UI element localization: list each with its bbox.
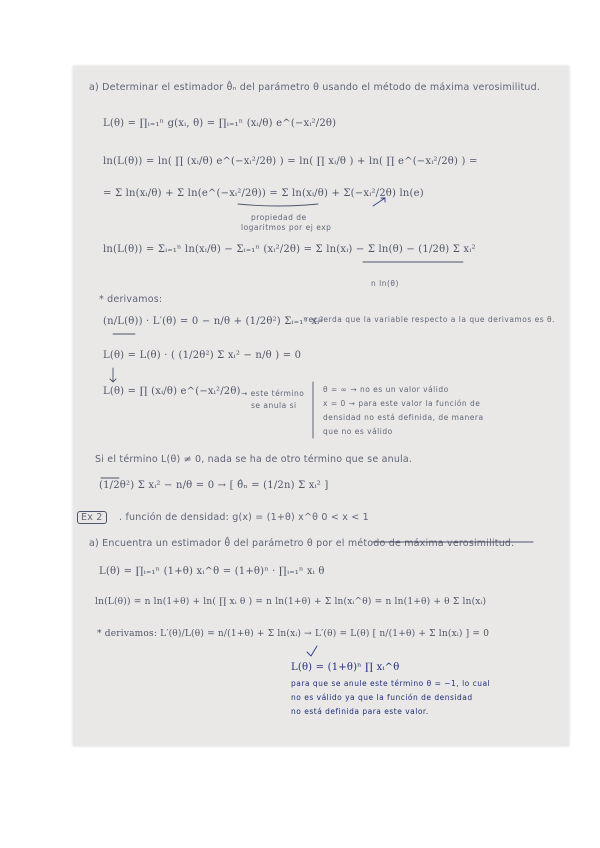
blue-arrow-2 (307, 646, 317, 656)
derivative-heading: * derivamos: (99, 294, 163, 305)
conclusion-line-2: no es válido ya que la función de densidad (291, 693, 473, 702)
conclusion-line-1: para que se anule este término θ = −1, lo cual (291, 679, 491, 688)
nonzero-term-statement: Si el término L(θ) ≠ 0, nada se ha de otro término que se anula. (95, 454, 413, 465)
case-x-zero-cont: densidad no está definida, de manera (323, 413, 484, 422)
derivative-reminder-note: recuerda que la variable respecto a la que derivamos es θ. (305, 315, 555, 324)
ink-strokes (73, 66, 569, 746)
exercise-2-statement: a) Encuentra un estimador θ̂ del parámetro θ por el método de máxima verosimilitud. (89, 538, 515, 549)
estimator-result-1: (1/2θ²) Σ xᵢ² − n/θ = 0 → [ θ̂ₙ = (1/2n) Σ xᵢ² ] (99, 480, 329, 491)
log-property-underline (238, 204, 318, 206)
n-ln-theta-note: n ln(θ) (371, 279, 399, 288)
derivative-2: * derivamos: L′(θ)/L(θ) = n/(1+θ) + Σ ln(xᵢ) → L′(θ) = L(θ) [ n/(1+θ) + Σ ln(xᵢ) ] = 0 (97, 629, 490, 639)
density-function-line: . función de densidad: g(x) = (1+θ) x^θ 0 < x < 1 (119, 512, 369, 523)
case-theta-infinite: θ = ∞ → no es un valor válido (323, 385, 449, 394)
derivative-equation: (n/L(θ)) · L′(θ) = 0 − n/θ + (1/2θ²) Σᵢ₌₁ⁿ xᵢ² (103, 316, 324, 327)
case-x-zero: x = 0 → para este valor la función de (323, 399, 481, 408)
blue-arrow-stroke (373, 198, 385, 206)
log-likelihood-2: ln(L(θ)) = n ln(1+θ) + ln( ∏ xᵢ θ ) = n ln(1+θ) + Σ ln(xᵢ^θ) = n ln(1+θ) + θ Σ ln(xᵢ) (95, 597, 487, 607)
log-property-note-1: propiedad de (251, 213, 307, 222)
term-annulled-note-2: se anula si (251, 401, 297, 410)
case-x-zero-cont-2: que no es válido (323, 427, 393, 436)
conclusion-line-3: no está definida para este valor. (291, 707, 429, 716)
exercise-2-badge: Ex 2 (77, 511, 107, 524)
likelihood-2: L(θ) = ∏ᵢ₌₁ⁿ (1+θ) xᵢ^θ = (1+θ)ⁿ · ∏ᵢ₌₁ⁿ xᵢ θ (99, 566, 325, 577)
log-property-note-2: logaritmos por ej exp (241, 223, 332, 232)
log-likelihood-expansion: ln(L(θ)) = ln( ∏ (xᵢ/θ) e^(−xᵢ²/2θ) ) = ln( ∏ xᵢ/θ ) + ln( ∏ e^(−xᵢ²/2θ) ) = (103, 156, 478, 167)
derivative-factored: L(θ) = L(θ) · ( (1/2θ²) Σ xᵢ² − n/θ ) = 0 (103, 350, 302, 361)
log-likelihood-simplified: ln(L(θ)) = Σᵢ₌₁ⁿ ln(xᵢ/θ) − Σᵢ₌₁ⁿ (xᵢ²/2θ) = Σ ln(xᵢ) − Σ ln(θ) − (1/2θ) Σ xᵢ² (103, 244, 476, 255)
likelihood-definition: L(θ) = ∏ᵢ₌₁ⁿ g(xᵢ, θ) = ∏ᵢ₌₁ⁿ (xᵢ/θ) e^(−xᵢ²/2θ) (103, 118, 337, 129)
term-annulled-note-1: → este término (241, 389, 305, 398)
exercise-1-statement-line-1: a) Determinar el estimador θ̂ₙ del parámetro θ usando el método de máxima verosimilitud. (89, 82, 541, 93)
log-properties-step: = Σ ln(xᵢ/θ) + Σ ln(e^(−xᵢ²/2θ)) = Σ ln(xᵢ/θ) + Σ(−xᵢ²/2θ) ln(e) (103, 188, 424, 199)
down-arrow-1 (110, 368, 116, 382)
handwritten-page (73, 66, 569, 746)
likelihood-2-restated: L(θ) = (1+θ)ⁿ ∏ xᵢ^θ (291, 662, 400, 673)
likelihood-term: L(θ) = ∏ (xᵢ/θ) e^(−xᵢ²/2θ) (103, 386, 241, 397)
